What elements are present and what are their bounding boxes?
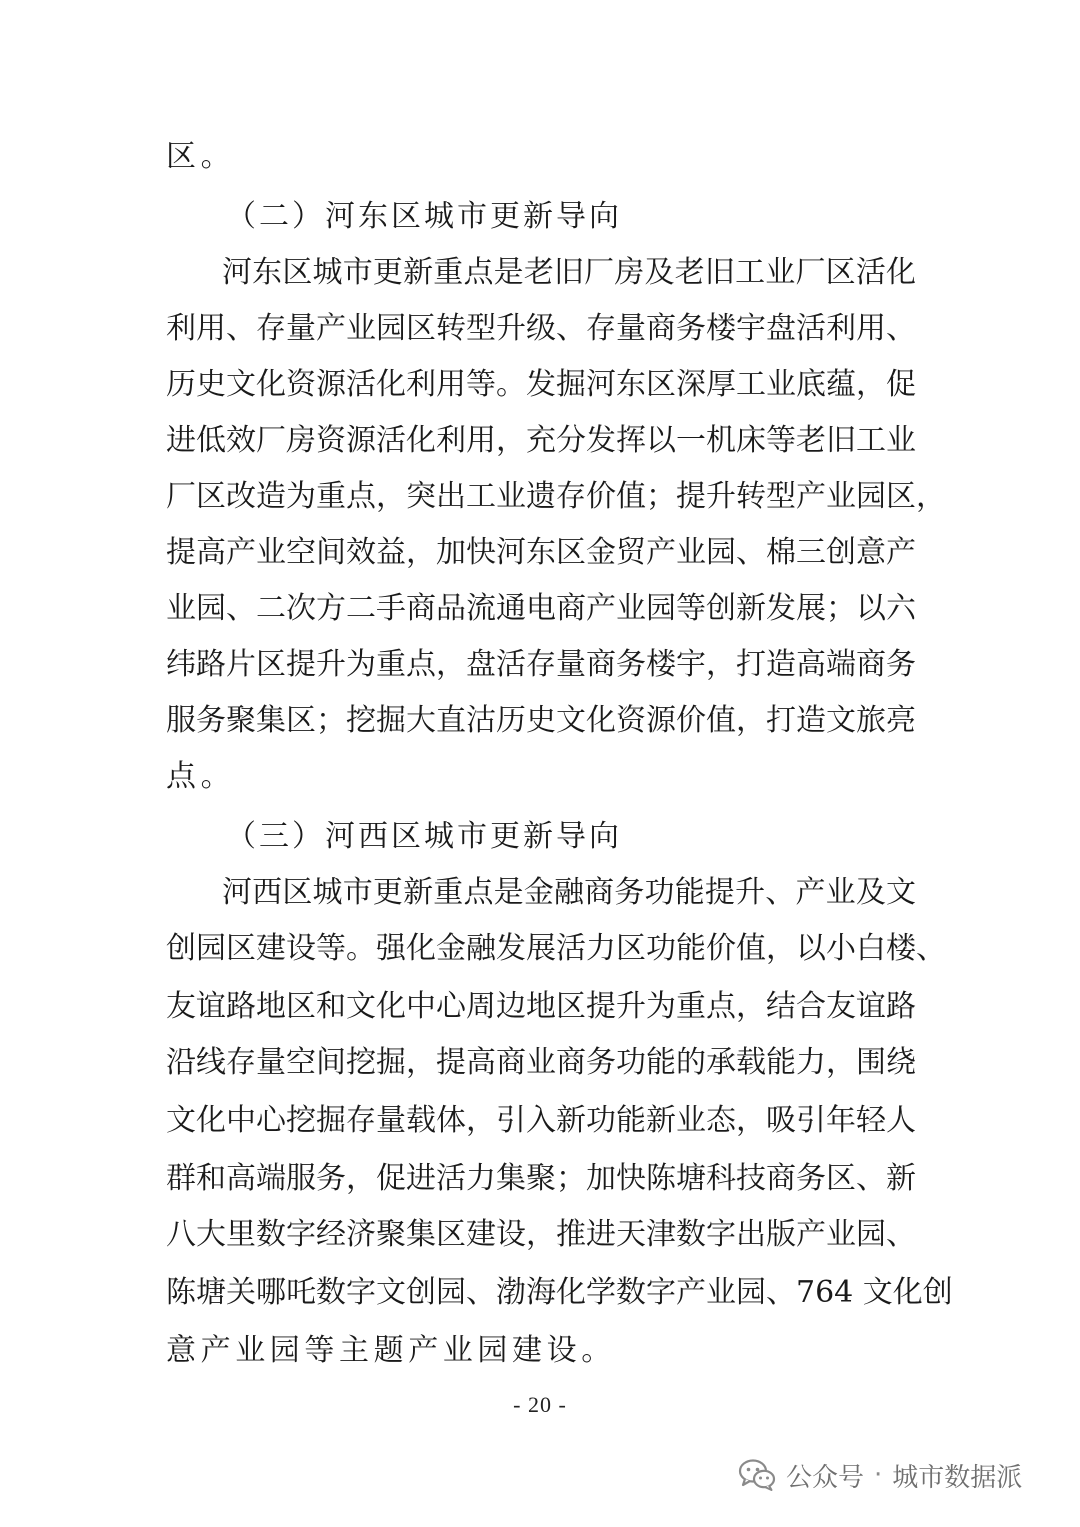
text-line: 进低效厂房资源活化利用，充分发挥以一机床等老旧工业 — [166, 423, 916, 458]
text-line: 区。 — [166, 139, 236, 174]
text-line: 河东区城市更新重点是老旧厂房及老旧工业厂区活化 — [222, 255, 916, 290]
text-line: 提高产业空间效益，加快河东区金贸产业园、棉三创意产 — [166, 535, 916, 570]
watermark-separator: · — [874, 1460, 883, 1490]
text-line: 利用、存量产业园区转型升级、存量商务楼宇盘活利用、 — [166, 311, 916, 346]
text-line: 服务聚集区；挖掘大直沽历史文化资源价值，打造文旅亮 — [166, 703, 916, 738]
text-line: 群和高端服务，促进活力集聚；加快陈塘科技商务区、新 — [166, 1161, 916, 1196]
text-line: 业园、二次方二手商品流通电商产业园等创新发展；以六 — [166, 591, 916, 626]
watermark-label: 公众号 — [786, 1462, 865, 1493]
text-line: 创园区建设等。强化金融发展活力区功能价值，以小白楼、 — [166, 931, 946, 966]
text-line: 陈塘关哪吒数字文创园、渤海化学数字产业园、764 文化创 — [166, 1275, 953, 1310]
text-line: 点。 — [166, 759, 236, 794]
section-heading: （二）河东区城市更新导向 — [226, 199, 622, 234]
section-heading: （三）河西区城市更新导向 — [226, 819, 622, 854]
text-line: 文化中心挖掘存量载体，引入新功能新业态，吸引年轻人 — [166, 1103, 916, 1138]
text-line: 沿线存量空间挖掘，提高商业商务功能的承载能力，围绕 — [166, 1045, 916, 1080]
text-line: 厂区改造为重点，突出工业遗存价值；提升转型产业园区， — [166, 479, 946, 514]
page-number: - 20 - — [513, 1392, 567, 1417]
text-line: 八大里数字经济聚集区建设，推进天津数字出版产业园、 — [166, 1217, 916, 1252]
watermark — [738, 1455, 1022, 1495]
text-line: 河西区城市更新重点是金融商务功能提升、产业及文 — [222, 875, 916, 910]
watermark-account: 城市数据派 — [892, 1462, 1023, 1493]
wechat-icon — [738, 1458, 776, 1492]
text-line: 友谊路地区和文化中心周边地区提升为重点，结合友谊路 — [166, 989, 916, 1024]
text-line: 纬路片区提升为重点，盘活存量商务楼宇，打造高端商务 — [166, 647, 916, 682]
text-line: 意产业园等主题产业园建设。 — [166, 1333, 616, 1368]
text-line: 历史文化资源活化利用等。发掘河东区深厚工业底蕴，促 — [166, 367, 916, 402]
